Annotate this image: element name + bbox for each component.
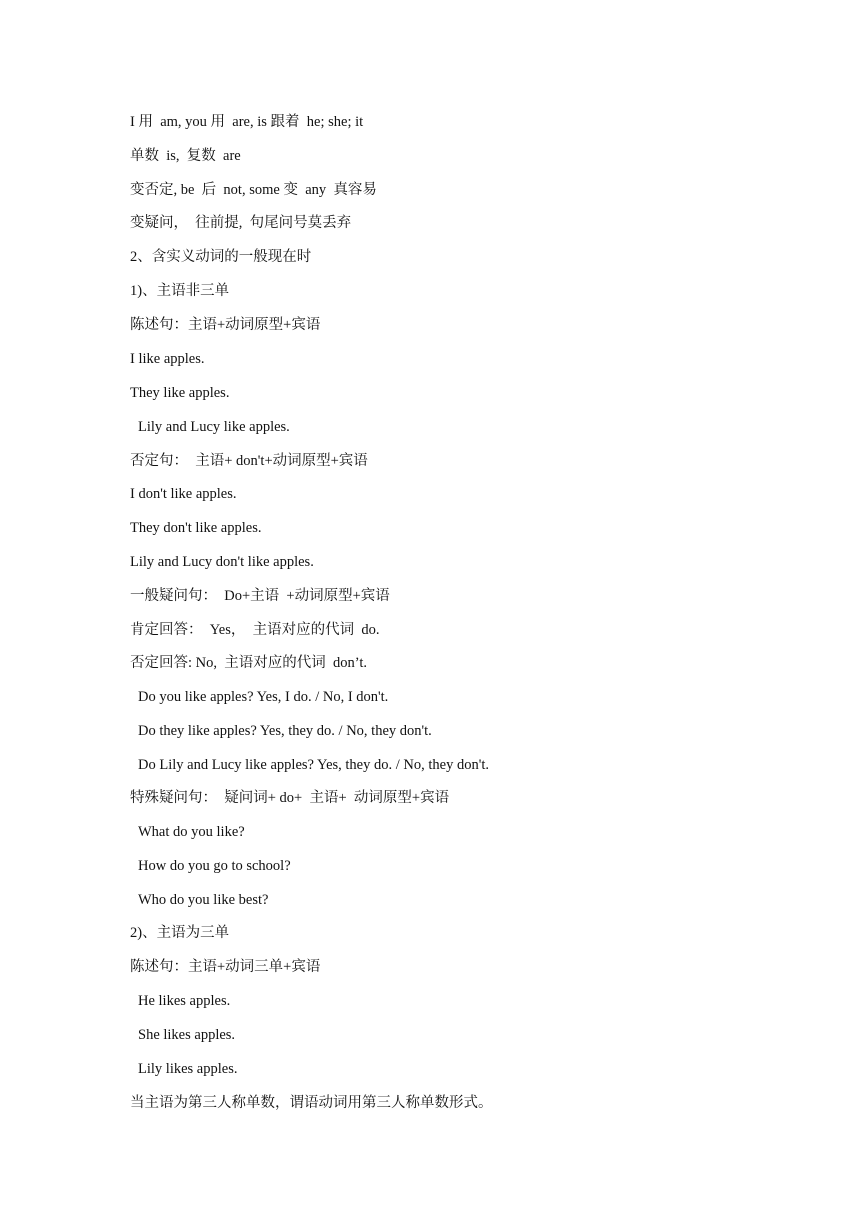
text-line: 否定句： 主语+ don't+动词原型+宾语	[130, 453, 368, 469]
example-sentence: Lily and Lucy like apples.	[138, 419, 290, 435]
example-sentence: He likes apples.	[138, 993, 231, 1009]
text-line: 否定回答: No, 主语对应的代词 don’t.	[130, 655, 367, 671]
example-sentence: Lily likes apples.	[138, 1061, 238, 1077]
text-line: 特殊疑问句： 疑问词+ do+ 主语+ 动词原型+宾语	[130, 790, 450, 806]
text-line: 变疑问， 往前提, 句尾问号莫丢弃	[130, 215, 352, 231]
section-heading: 2、含实义动词的一般现在时	[130, 249, 312, 265]
example-sentence: Do Lily and Lucy like apples? Yes, they do. / No, they don't.	[138, 757, 489, 773]
text-line: 变否定, be 后 not, some 变 any 真容易	[130, 182, 377, 198]
text-line: 单数 is, 复数 are	[130, 148, 241, 164]
example-sentence: How do you go to school?	[138, 858, 291, 874]
example-sentence: Who do you like best?	[138, 892, 269, 908]
text-line: I 用 am, you 用 are, is 跟着 he; she; it	[130, 114, 364, 130]
example-sentence: They don't like apples.	[130, 520, 262, 536]
example-sentence: Do you like apples? Yes, I do. / No, I don't.	[138, 689, 389, 705]
text-line: 肯定回答： Yes， 主语对应的代词 do.	[130, 622, 380, 638]
text-line: 当主语为第三人称单数，谓语动词用第三人称单数形式。	[130, 1095, 493, 1111]
example-sentence: I like apples.	[130, 351, 205, 367]
example-sentence: Do they like apples? Yes, they do. / No, they don't.	[138, 723, 432, 739]
example-sentence: What do you like?	[138, 824, 245, 840]
text-line: 陈述句：主语+动词原型+宾语	[130, 317, 321, 333]
subsection-heading: 2)、主语为三单	[130, 925, 230, 941]
text-line: 一般疑问句： Do+主语 +动词原型+宾语	[130, 588, 390, 604]
example-sentence: Lily and Lucy don't like apples.	[130, 554, 314, 570]
text-line: 陈述句：主语+动词三单+宾语	[130, 959, 321, 975]
example-sentence: They like apples.	[130, 385, 230, 401]
example-sentence: She likes apples.	[138, 1027, 236, 1043]
subsection-heading: 1)、主语非三单	[130, 283, 230, 299]
example-sentence: I don't like apples.	[130, 486, 237, 502]
